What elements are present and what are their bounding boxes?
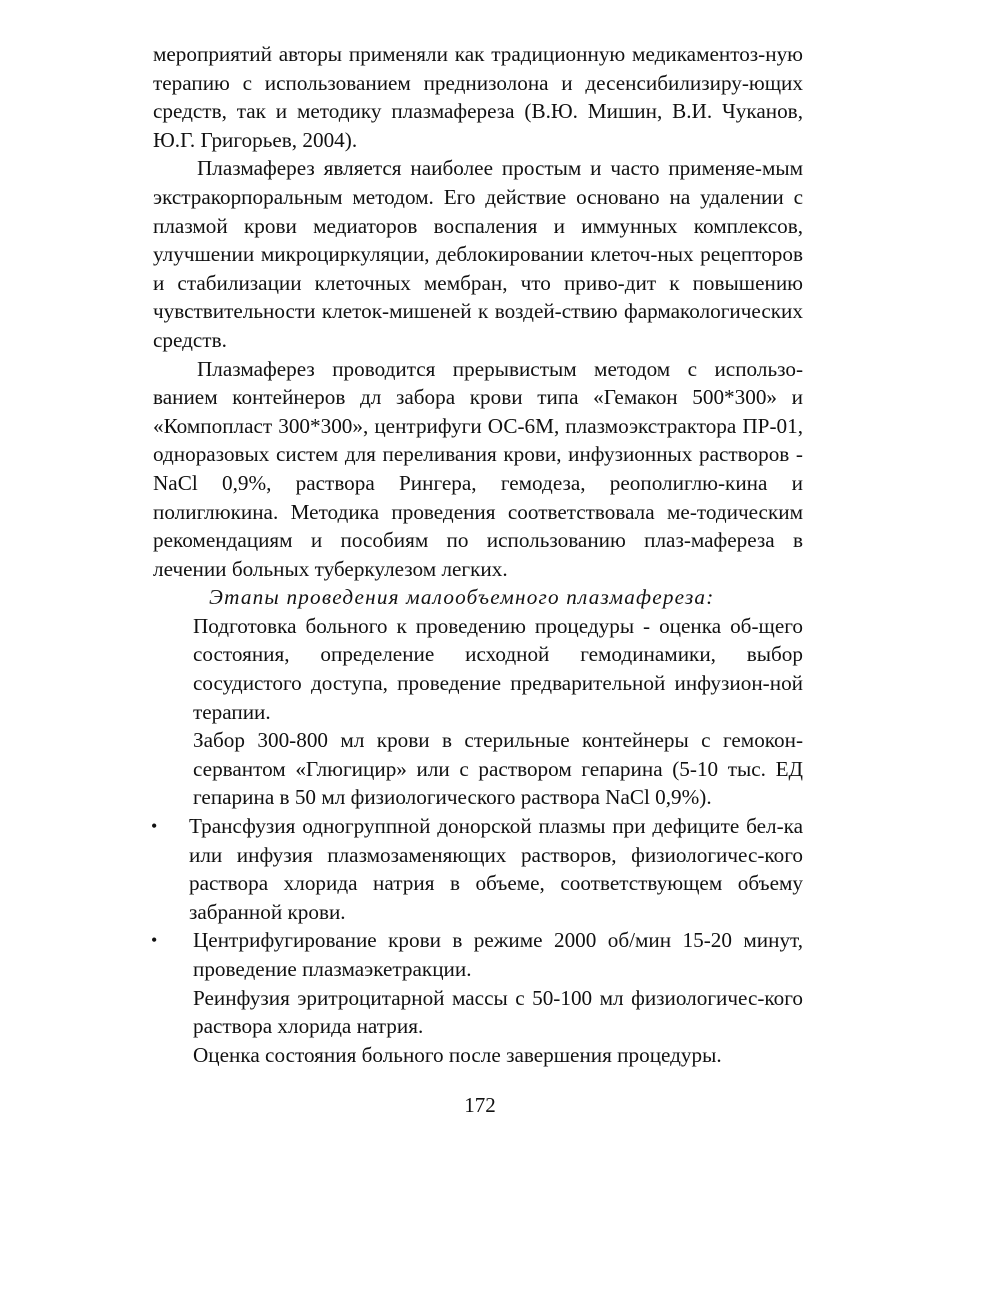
step-blood-collection: Забор 300-800 мл крови в стерильные контейнеры с гемокон-сервантом «Глюгицир» или с раствором гепарина (5-10 тыс. ЕД гепарина в 50 мл физиологического раствора NaCl 0,9%). (193, 728, 803, 810)
stages-heading: Этапы проведения малообъемного плазмафереза: (209, 585, 715, 610)
paragraph-plasmapheresis-method: Плазмаферез проводится прерывистым методом с использо-ванием контейнеров дл забора крови типа «Гемакон 500*300» и «Компопласт 300*300», центрифуги ОС-6М, плазмоэкстрактора ПР-01, одноразовых систем для переливания крови, инфузионных растворов - NaCl 0,9%, раствора Рингера, гемодеза, реополиглю-кина и полиглюкина. Методика проведения соответствовала ме-тодическим рекомендациям и пособиям по использованию плаз-мафереза в лечении больных туберкулезом легких. (153, 356, 803, 581)
list-item (153, 926, 803, 983)
list-item (153, 812, 803, 926)
step-preparation: Подготовка больного к проведению процедуры - оценка об-щего состояния, определение исходной гемодинамики, выбор сосудистого доступа, проведение предварительной инфузион-ной терапии. (193, 613, 803, 724)
bullet-icon: • (151, 816, 158, 837)
step-reinfusion: Реинфузия эритроцитарной массы с 50-100 мл физиологичес-кого раствора хлорида натрия. (193, 985, 803, 1039)
bullet-icon: • (151, 930, 158, 951)
step-assessment: Оценка состояния больного после завершения процедуры. (193, 1042, 722, 1067)
step-transfusion: Трансфузия одногруппной донорской плазмы при дефиците бел-ка или инфузия плазмозаменяющих растворов, физиологичес-кого раствора хлорида натрия в объеме, соответствующем объему забранной крови. (189, 814, 803, 924)
paragraph-plasmapheresis-definition: Плазмаферез является наиболее простым и часто применяе-мым экстракорпоральным методом. Его действие основано на удалении с плазмой крови медиаторов воспаления и иммунных комплексов, улучшении микроциркуляции, деблокировании клеточ-ных рецепторов и стабилизации клеточных мембран, что приво-дит к повышению чувствительности клеток-мишеней к воздей-ствию фармакологических средств. (153, 156, 803, 352)
page-number: 172 (464, 1093, 496, 1117)
body-text (153, 40, 803, 1069)
step-centrifugation: Центрифугирование крови в режиме 2000 об/мин 15-20 минут, проведение плазмаэкетракции. (193, 928, 803, 981)
paragraph-continuation: мероприятий авторы применяли как традиционную медикаментоз-ную терапию с использованием преднизолона и десенсибилизиру-ющих средств, так и методику плазмафереза (В.Ю. Мишин, В.И. Чуканов, Ю.Г. Григорьев, 2004). (153, 42, 803, 152)
